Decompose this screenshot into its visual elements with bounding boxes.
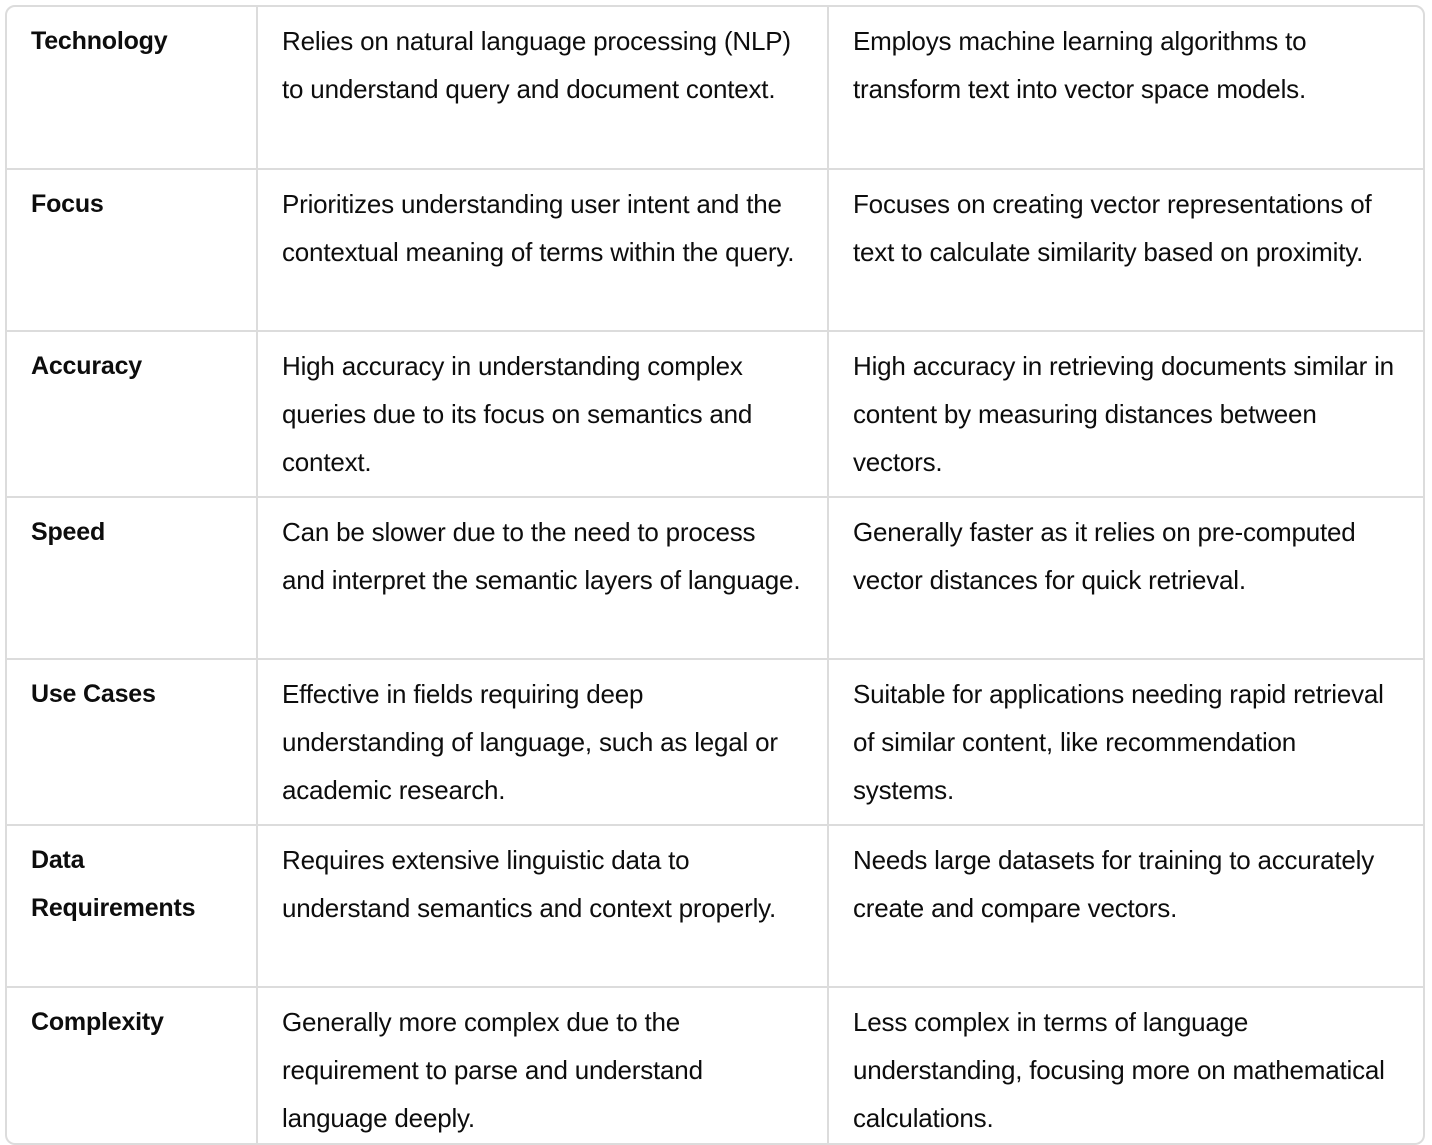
row-label: Focus [7,169,257,331]
row-label: Accuracy [7,331,257,497]
vector-search-cell: High accuracy in retrieving documents similar in content by measuring distances between vectors. [828,331,1423,497]
row-label: Technology [7,7,257,169]
semantic-search-cell: Prioritizes understanding user intent and the contextual meaning of terms within the query. [257,169,828,331]
semantic-search-cell: Effective in fields requiring deep understanding of language, such as legal or academic research. [257,659,828,825]
semantic-search-cell: Relies on natural language processing (NLP) to understand query and document context. [257,7,828,169]
table-row [7,169,1423,331]
row-label: Data Requirements [7,825,257,987]
table-row [7,331,1423,497]
semantic-search-cell: Can be slower due to the need to process and interpret the semantic layers of language. [257,497,828,659]
semantic-search-cell: Generally more complex due to the requirement to parse and understand language deeply. [257,987,828,1145]
comparison-table-container [5,5,1425,1145]
semantic-search-cell: Requires extensive linguistic data to understand semantics and context properly. [257,825,828,987]
vector-search-cell: Focuses on creating vector representations of text to calculate similarity based on proximity. [828,169,1423,331]
table-row [7,497,1423,659]
row-label: Complexity [7,987,257,1145]
vector-search-cell: Suitable for applications needing rapid retrieval of similar content, like recommendation systems. [828,659,1423,825]
vector-search-cell: Generally faster as it relies on pre-computed vector distances for quick retrieval. [828,497,1423,659]
table-row [7,659,1423,825]
table-row [7,7,1423,169]
row-label: Speed [7,497,257,659]
vector-search-cell: Needs large datasets for training to accurately create and compare vectors. [828,825,1423,987]
comparison-table [7,7,1423,1145]
table-row [7,825,1423,987]
semantic-search-cell: High accuracy in understanding complex queries due to its focus on semantics and context. [257,331,828,497]
row-label: Use Cases [7,659,257,825]
vector-search-cell: Less complex in terms of language understanding, focusing more on mathematical calculations. [853,1007,1385,1133]
table-row [7,987,1423,1145]
vector-search-cell: Employs machine learning algorithms to transform text into vector space models. [828,7,1423,169]
